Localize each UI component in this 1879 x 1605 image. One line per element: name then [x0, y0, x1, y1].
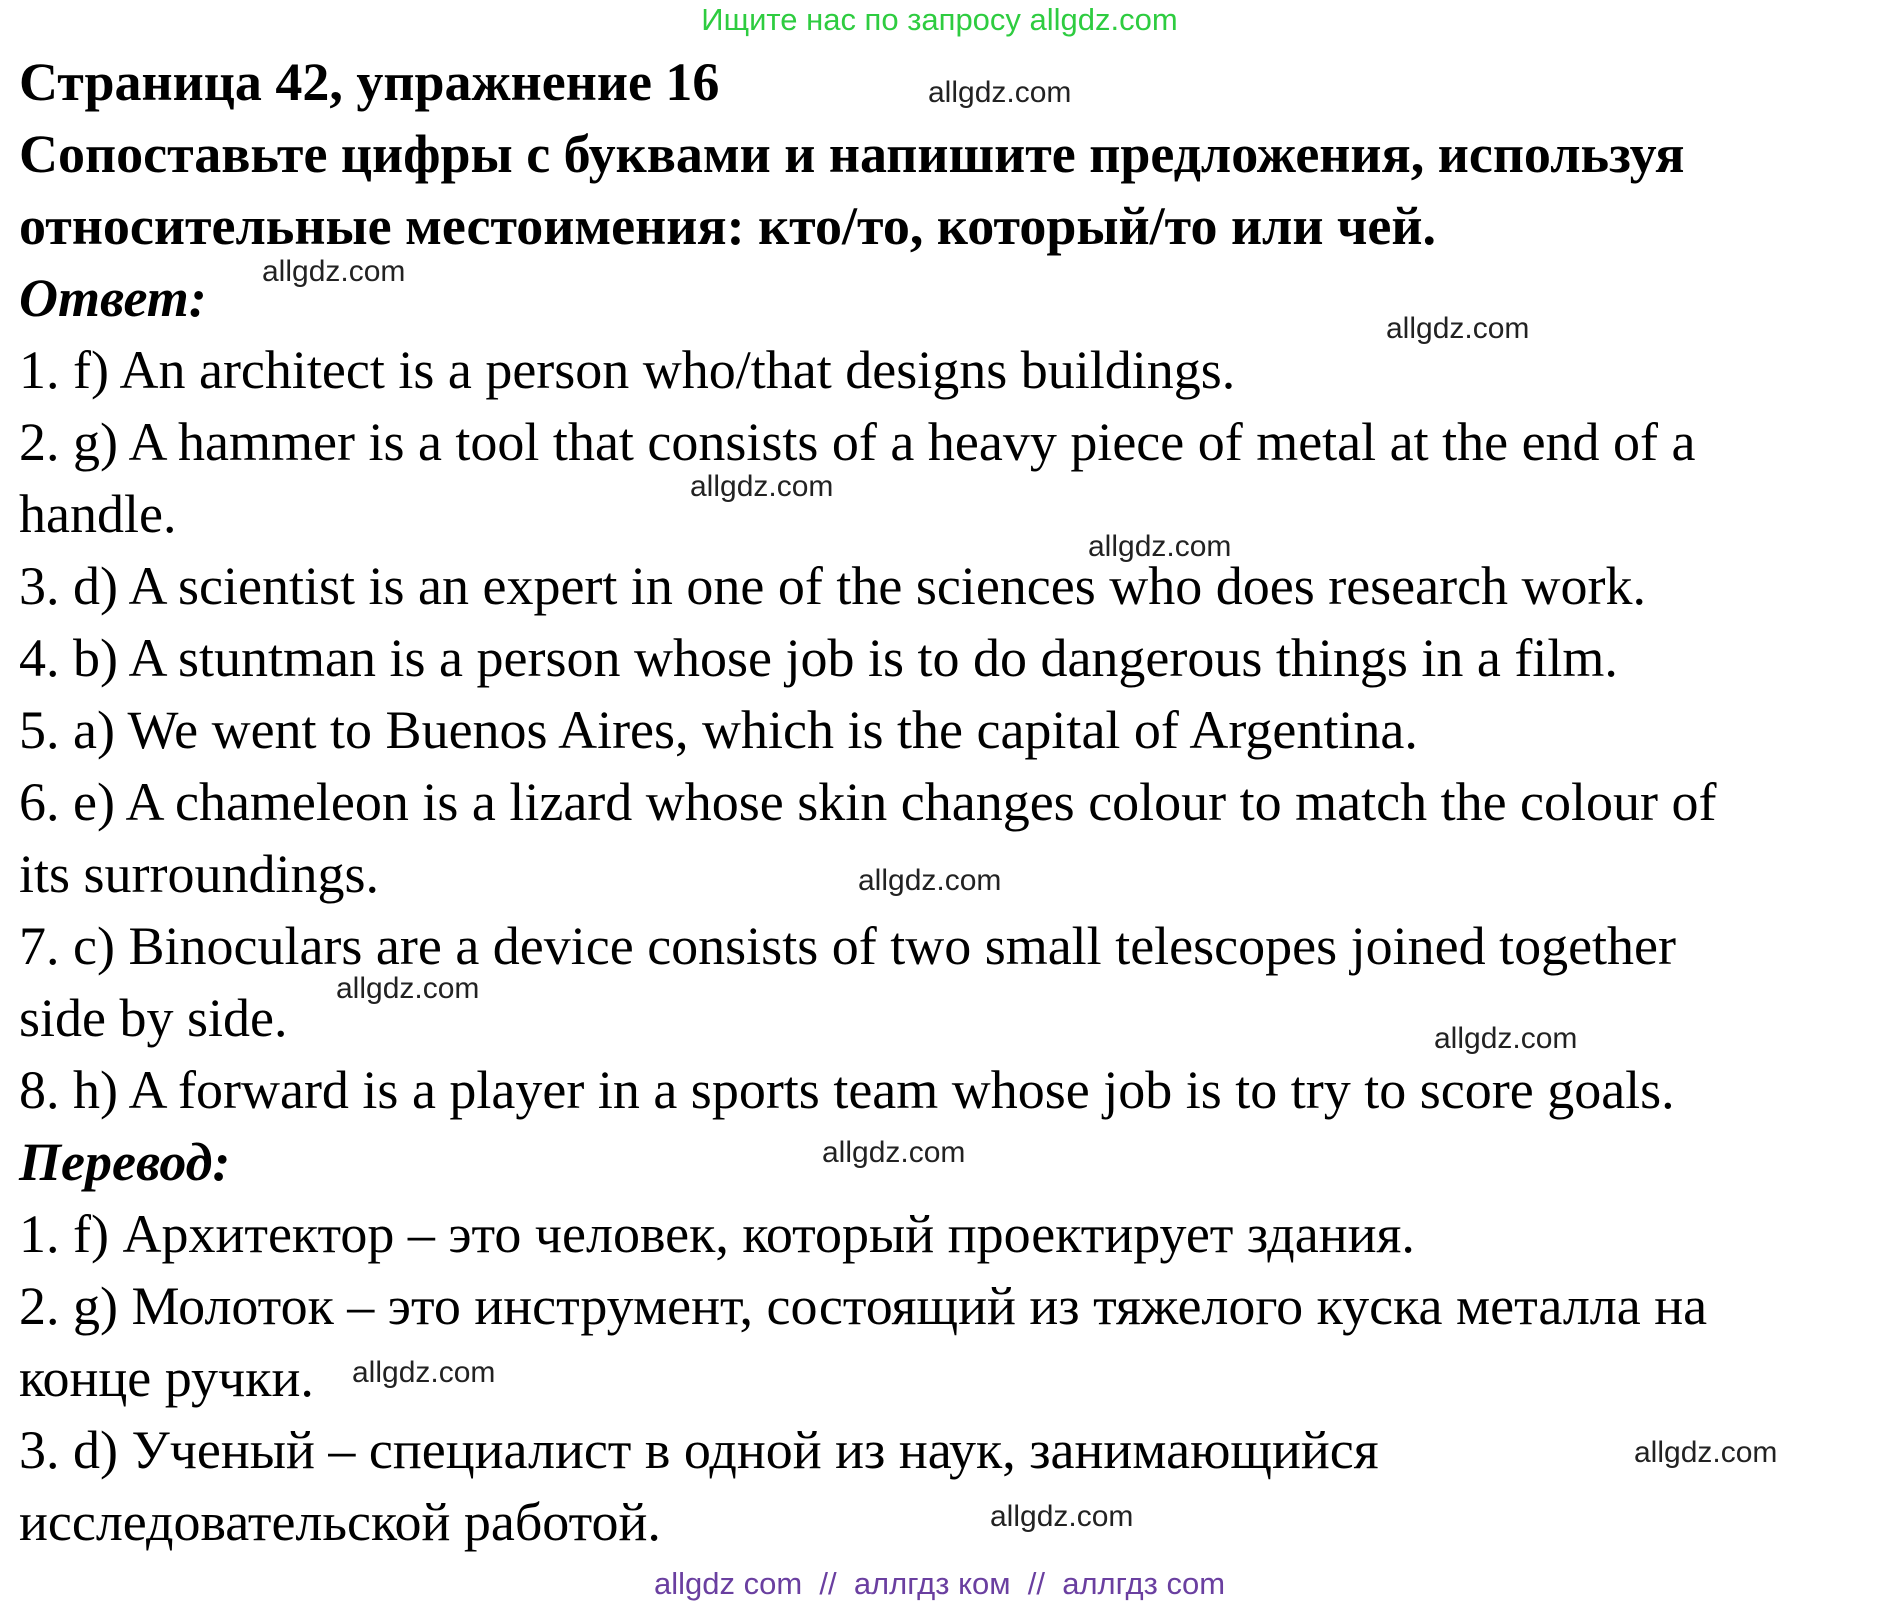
watermark: allgdz.com — [1386, 312, 1530, 345]
answer-line: 4. b) A stuntman is a person whose job is to do dangerous things in a film. — [19, 628, 1618, 688]
watermark: allgdz.com — [336, 972, 480, 1005]
watermark: allgdz.com — [1434, 1022, 1578, 1055]
answer-line: handle. — [19, 484, 177, 544]
translation-line: 3. d) Ученый – специалист в одной из наук, занимающийся — [19, 1420, 1379, 1480]
answer-line: 8. h) A forward is a player in a sports team whose job is to try to score goals. — [19, 1060, 1675, 1120]
translation-line: конце ручки. — [19, 1348, 314, 1408]
translation-line: исследовательской работой. — [19, 1492, 661, 1552]
footer-links: allgdz com // аллгдз ком // аллгдз com — [653, 1566, 1226, 1601]
watermark: allgdz.com — [352, 1356, 496, 1389]
translation-label: Перевод: — [19, 1132, 231, 1192]
task-line-2: относительные местоимения: кто/то, который/то или чей. — [19, 196, 1436, 256]
watermark: allgdz.com — [262, 255, 406, 288]
answer-line: side by side. — [19, 988, 288, 1048]
answer-line: 6. e) A chameleon is a lizard whose skin changes colour to match the colour of — [19, 772, 1717, 832]
answer-line: 1. f) An architect is a person who/that designs buildings. — [19, 340, 1236, 400]
watermark: allgdz.com — [1634, 1436, 1778, 1469]
answer-line: 7. c) Binoculars are a device consists of two small telescopes joined together — [19, 916, 1676, 976]
watermark: allgdz.com — [690, 470, 834, 503]
top-banner: Ищите нас по запросу allgdz.com — [701, 2, 1178, 37]
answer-line: 5. a) We went to Buenos Aires, which is the capital of Argentina. — [19, 700, 1418, 760]
page-title: Страница 42, упражнение 16 — [19, 52, 720, 112]
answer-line: 3. d) A scientist is an expert in one of the sciences who does research work. — [19, 556, 1647, 616]
translation-line: 2. g) Молоток – это инструмент, состоящий из тяжелого куска металла на — [19, 1276, 1708, 1336]
answer-line: 2. g) A hammer is a tool that consists of a heavy piece of metal at the end of a — [19, 412, 1696, 472]
watermark: allgdz.com — [990, 1500, 1134, 1533]
watermark: allgdz.com — [1088, 530, 1232, 563]
translation-line: 1. f) Архитектор – это человек, который проектирует здания. — [19, 1204, 1415, 1264]
watermark: allgdz.com — [822, 1136, 966, 1169]
watermark: allgdz.com — [858, 864, 1002, 897]
watermark: allgdz.com — [928, 76, 1072, 109]
task-line-1: Сопоставьте цифры с буквами и напишите предложения, используя — [19, 124, 1685, 184]
answer-label: Ответ: — [19, 268, 207, 328]
answer-line: its surroundings. — [19, 844, 380, 904]
